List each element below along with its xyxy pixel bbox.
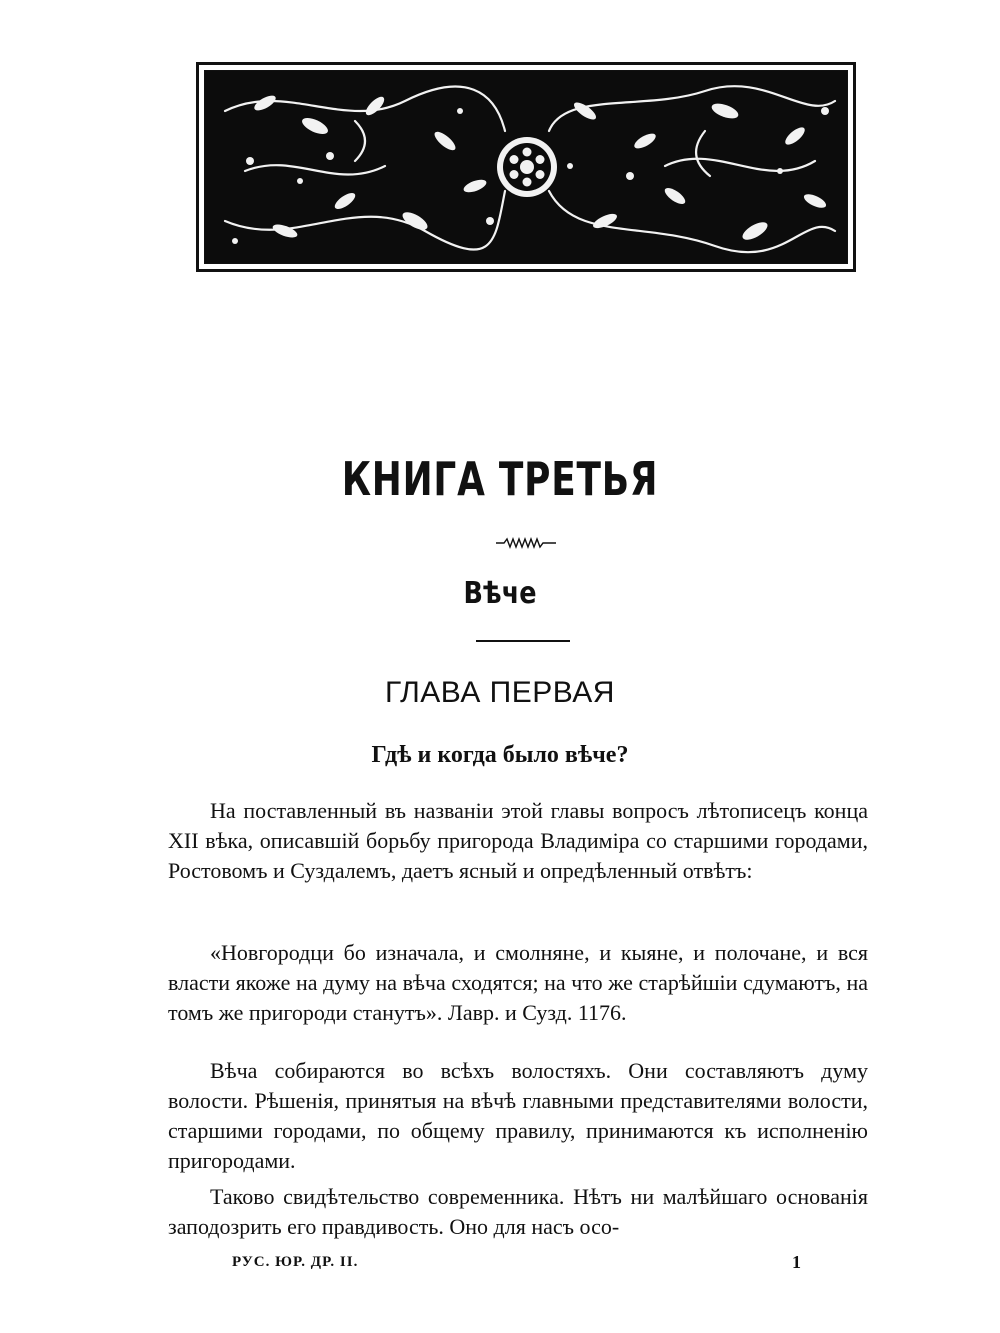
quotation	[168, 938, 868, 1028]
signature-mark: РУС. ЮР. ДР. II.	[232, 1254, 359, 1270]
paragraph-text: На поставленный въ названіи этой главы вопросъ лѣтописецъ конца XII вѣка, описавшій борьбу пригорода Владиміра со старшими городами, Ростовомъ и Суздалемъ, даетъ ясный и опредѣленный отвѣтъ:	[168, 798, 868, 883]
page-number: 1	[792, 1252, 801, 1272]
divider-rule	[476, 640, 570, 642]
paragraph-text: Таково свидѣтельство современника. Нѣтъ ни малѣйшаго основанія заподозрить его правдивость. Оно для насъ осо-	[168, 1184, 868, 1239]
paragraph	[168, 1056, 868, 1176]
paragraph	[168, 1182, 868, 1242]
part-title: Вѣче	[463, 576, 537, 611]
chapter-title: ГЛАВА ПЕРВАЯ	[385, 676, 615, 709]
floral-ornament-icon	[196, 62, 856, 272]
paragraph-text: Вѣча собираются во всѣхъ волостяхъ. Они составляютъ думу волости. Рѣшенія, принятыя на вѣчѣ главными представителями волости, старшими городами, по общему правилу, принимаются къ исполненію пригородами.	[168, 1058, 868, 1173]
quotation-text: «Новгородци бо изначала, и смолняне, и кыяне, и полочане, и вся власти якоже на думу на вѣча сходятся; на что же старѣйшіи сдумаютъ, на томъ же пригороди станутъ». Лавр. и Сузд. 1176.	[168, 940, 868, 1025]
paragraph	[168, 796, 868, 886]
wavy-line-divider-icon	[494, 536, 558, 550]
ornament-panel	[204, 70, 848, 264]
chapter-subtitle: Гдѣ и когда было вѣче?	[371, 742, 629, 768]
book-title: КНИГА ТРЕТЬЯ	[341, 452, 659, 506]
ornament-drawing	[205, 71, 848, 263]
